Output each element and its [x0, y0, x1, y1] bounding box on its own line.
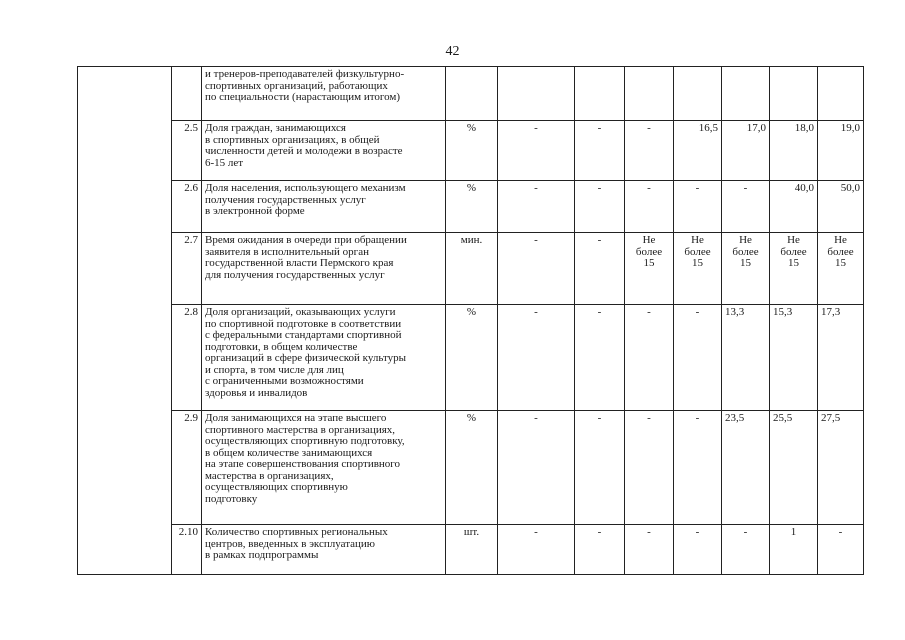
value-cell: - [722, 525, 770, 575]
indicator-name-line: по спортивной подготовке в соответствии [205, 317, 402, 330]
value-cell: - [575, 411, 625, 525]
indicator-name-line: заявителя в исполнительный орган [205, 245, 369, 258]
blank-cell [78, 181, 172, 233]
unit-cell: % [446, 181, 498, 233]
blank-cell [78, 67, 172, 121]
value-line: более [780, 245, 807, 258]
value-cell [818, 67, 864, 121]
table-row [78, 525, 864, 575]
value-cell [770, 233, 818, 305]
value-cell [625, 233, 674, 305]
indicator-name-line: осуществляющих спортивную [205, 481, 348, 493]
value-cell: - [674, 181, 722, 233]
value-cell: - [575, 233, 625, 305]
value-cell: - [674, 305, 722, 411]
table-row [78, 67, 864, 121]
indicator-name-line: и спорта, в том числе для лиц [205, 363, 344, 376]
value-cell: - [674, 525, 722, 575]
value-cell: - [575, 121, 625, 181]
value-cell: - [575, 525, 625, 575]
unit-cell [446, 67, 498, 121]
blank-cell [78, 305, 172, 411]
value-cell [625, 67, 674, 121]
value-cell: - [498, 233, 575, 305]
indicator-name-line: Доля населения, использующего механизм [205, 182, 406, 194]
indicator-name-line: Время ожидания в очереди при обращении [205, 234, 407, 246]
indicator-name [202, 305, 446, 411]
indicator-name-line: с ограниченными возможностями [205, 375, 364, 387]
indicator-name [202, 121, 446, 181]
unit-cell: мин. [446, 233, 498, 305]
value-cell [674, 67, 722, 121]
indicator-name-line: в рамках подпрограммы [205, 549, 319, 561]
page-number: 42 [445, 44, 460, 59]
value-cell: - [498, 411, 575, 525]
indicator-name-line: организаций в сфере физической культуры [205, 352, 406, 364]
unit-cell: % [446, 305, 498, 411]
value-line: Не [691, 234, 704, 246]
value-cell: - [575, 181, 625, 233]
indicator-name-line: здоровья и инвалидов [205, 386, 308, 399]
value-line: более [635, 245, 663, 258]
value-line: более [827, 245, 854, 258]
indicator-name-line: в общем количестве занимающихся [205, 446, 373, 459]
table-body [78, 67, 864, 575]
value-line: 15 [740, 257, 751, 269]
value-cell: 19,0 [818, 121, 864, 181]
indicator-name [202, 525, 446, 575]
blank-cell [78, 525, 172, 575]
unit-cell: шт. [446, 525, 498, 575]
indicator-name-line: спортивных организаций, работающих [205, 79, 388, 92]
value-cell [674, 233, 722, 305]
value-cell: - [818, 525, 864, 575]
value-line: Не [834, 234, 847, 246]
value-cell: 23,5 [722, 411, 770, 525]
value-line: 15 [835, 257, 846, 269]
value-cell: 50,0 [818, 181, 864, 233]
value-cell: - [498, 181, 575, 233]
value-cell [722, 67, 770, 121]
value-cell: 16,5 [674, 121, 722, 181]
value-cell: 15,3 [770, 305, 818, 411]
indicator-name-line: спортивного мастерства в организациях, [205, 423, 396, 436]
indicator-name-line: Количество спортивных региональных [205, 526, 388, 538]
value-cell: - [498, 121, 575, 181]
value-cell: 17,3 [818, 305, 864, 411]
value-cell: - [498, 305, 575, 411]
value-cell [770, 67, 818, 121]
value-cell: 1 [770, 525, 818, 575]
value-cell: - [498, 525, 575, 575]
row-number: 2.8 [172, 305, 202, 411]
value-line: более [732, 245, 759, 258]
value-line: более [684, 245, 711, 258]
indicator-name-line: подготовки, в общем количестве [205, 340, 358, 353]
indicator-name-line: мастерства в организациях, [205, 469, 334, 482]
indicator-name-line: Доля организаций, оказывающих услуги [205, 306, 396, 318]
indicator-name-line: по специальности (нарастающим итогом) [205, 91, 401, 103]
value-line: 15 [788, 257, 799, 269]
value-cell [575, 67, 625, 121]
indicator-name-line: центров, введенных в эксплуатацию [205, 537, 376, 550]
value-cell: - [625, 181, 674, 233]
row-number [172, 67, 202, 121]
row-number: 2.9 [172, 411, 202, 525]
blank-cell [78, 121, 172, 181]
indicator-name-line: получения государственных услуг [205, 193, 366, 206]
indicator-name [202, 411, 446, 525]
indicator-name [202, 181, 446, 233]
value-cell: 13,3 [722, 305, 770, 411]
indicator-name-line: осуществляющих спортивную подготовку, [205, 435, 405, 447]
indicator-name-line: на этапе совершенствования спортивного [205, 458, 401, 470]
indicator-name-line: с федеральными стандартами спортивной [205, 329, 402, 341]
indicator-name-line: Доля граждан, занимающихся [205, 122, 346, 134]
value-cell [722, 233, 770, 305]
row-number: 2.7 [172, 233, 202, 305]
value-cell: 17,0 [722, 121, 770, 181]
indicator-name-line: Доля занимающихся на этапе высшего [205, 412, 387, 424]
table-row [78, 305, 864, 411]
table-row [78, 181, 864, 233]
value-cell: - [625, 121, 674, 181]
value-cell: 27,5 [818, 411, 864, 525]
indicator-name-line: в спортивных организациях, в общей [205, 133, 380, 146]
value-cell [498, 67, 575, 121]
blank-cell [78, 233, 172, 305]
value-cell: - [625, 525, 674, 575]
indicator-name-line: в электронной форме [205, 205, 305, 217]
value-cell: - [674, 411, 722, 525]
value-cell: - [625, 305, 674, 411]
indicator-name-line: подготовку [205, 492, 258, 505]
row-number: 2.10 [172, 525, 202, 575]
row-number: 2.5 [172, 121, 202, 181]
blank-cell [78, 411, 172, 525]
value-cell [818, 233, 864, 305]
value-cell: 25,5 [770, 411, 818, 525]
table-row [78, 411, 864, 525]
value-cell: - [722, 181, 770, 233]
unit-cell: % [446, 121, 498, 181]
indicator-table [77, 66, 864, 575]
indicator-name [202, 67, 446, 121]
value-cell: 40,0 [770, 181, 818, 233]
value-line: 15 [643, 257, 655, 269]
value-cell: - [625, 411, 674, 525]
table-row [78, 121, 864, 181]
value-line: Не [642, 234, 656, 246]
row-number: 2.6 [172, 181, 202, 233]
value-line: 15 [692, 257, 703, 269]
indicator-name-line: 6-15 лет [205, 156, 244, 169]
unit-cell: % [446, 411, 498, 525]
indicator-name-line: для получения государственных услуг [205, 268, 385, 281]
indicator-name-line: и тренеров-преподавателей физкультурно- [205, 68, 405, 80]
table-row [78, 233, 864, 305]
indicator-name-line: численности детей и молодежи в возрасте [205, 145, 403, 157]
indicator-name-line: государственной власти Пермского края [205, 257, 394, 269]
value-line: Не [739, 234, 752, 246]
value-line: Не [787, 234, 800, 246]
indicator-name [202, 233, 446, 305]
value-cell: - [575, 305, 625, 411]
value-cell: 18,0 [770, 121, 818, 181]
